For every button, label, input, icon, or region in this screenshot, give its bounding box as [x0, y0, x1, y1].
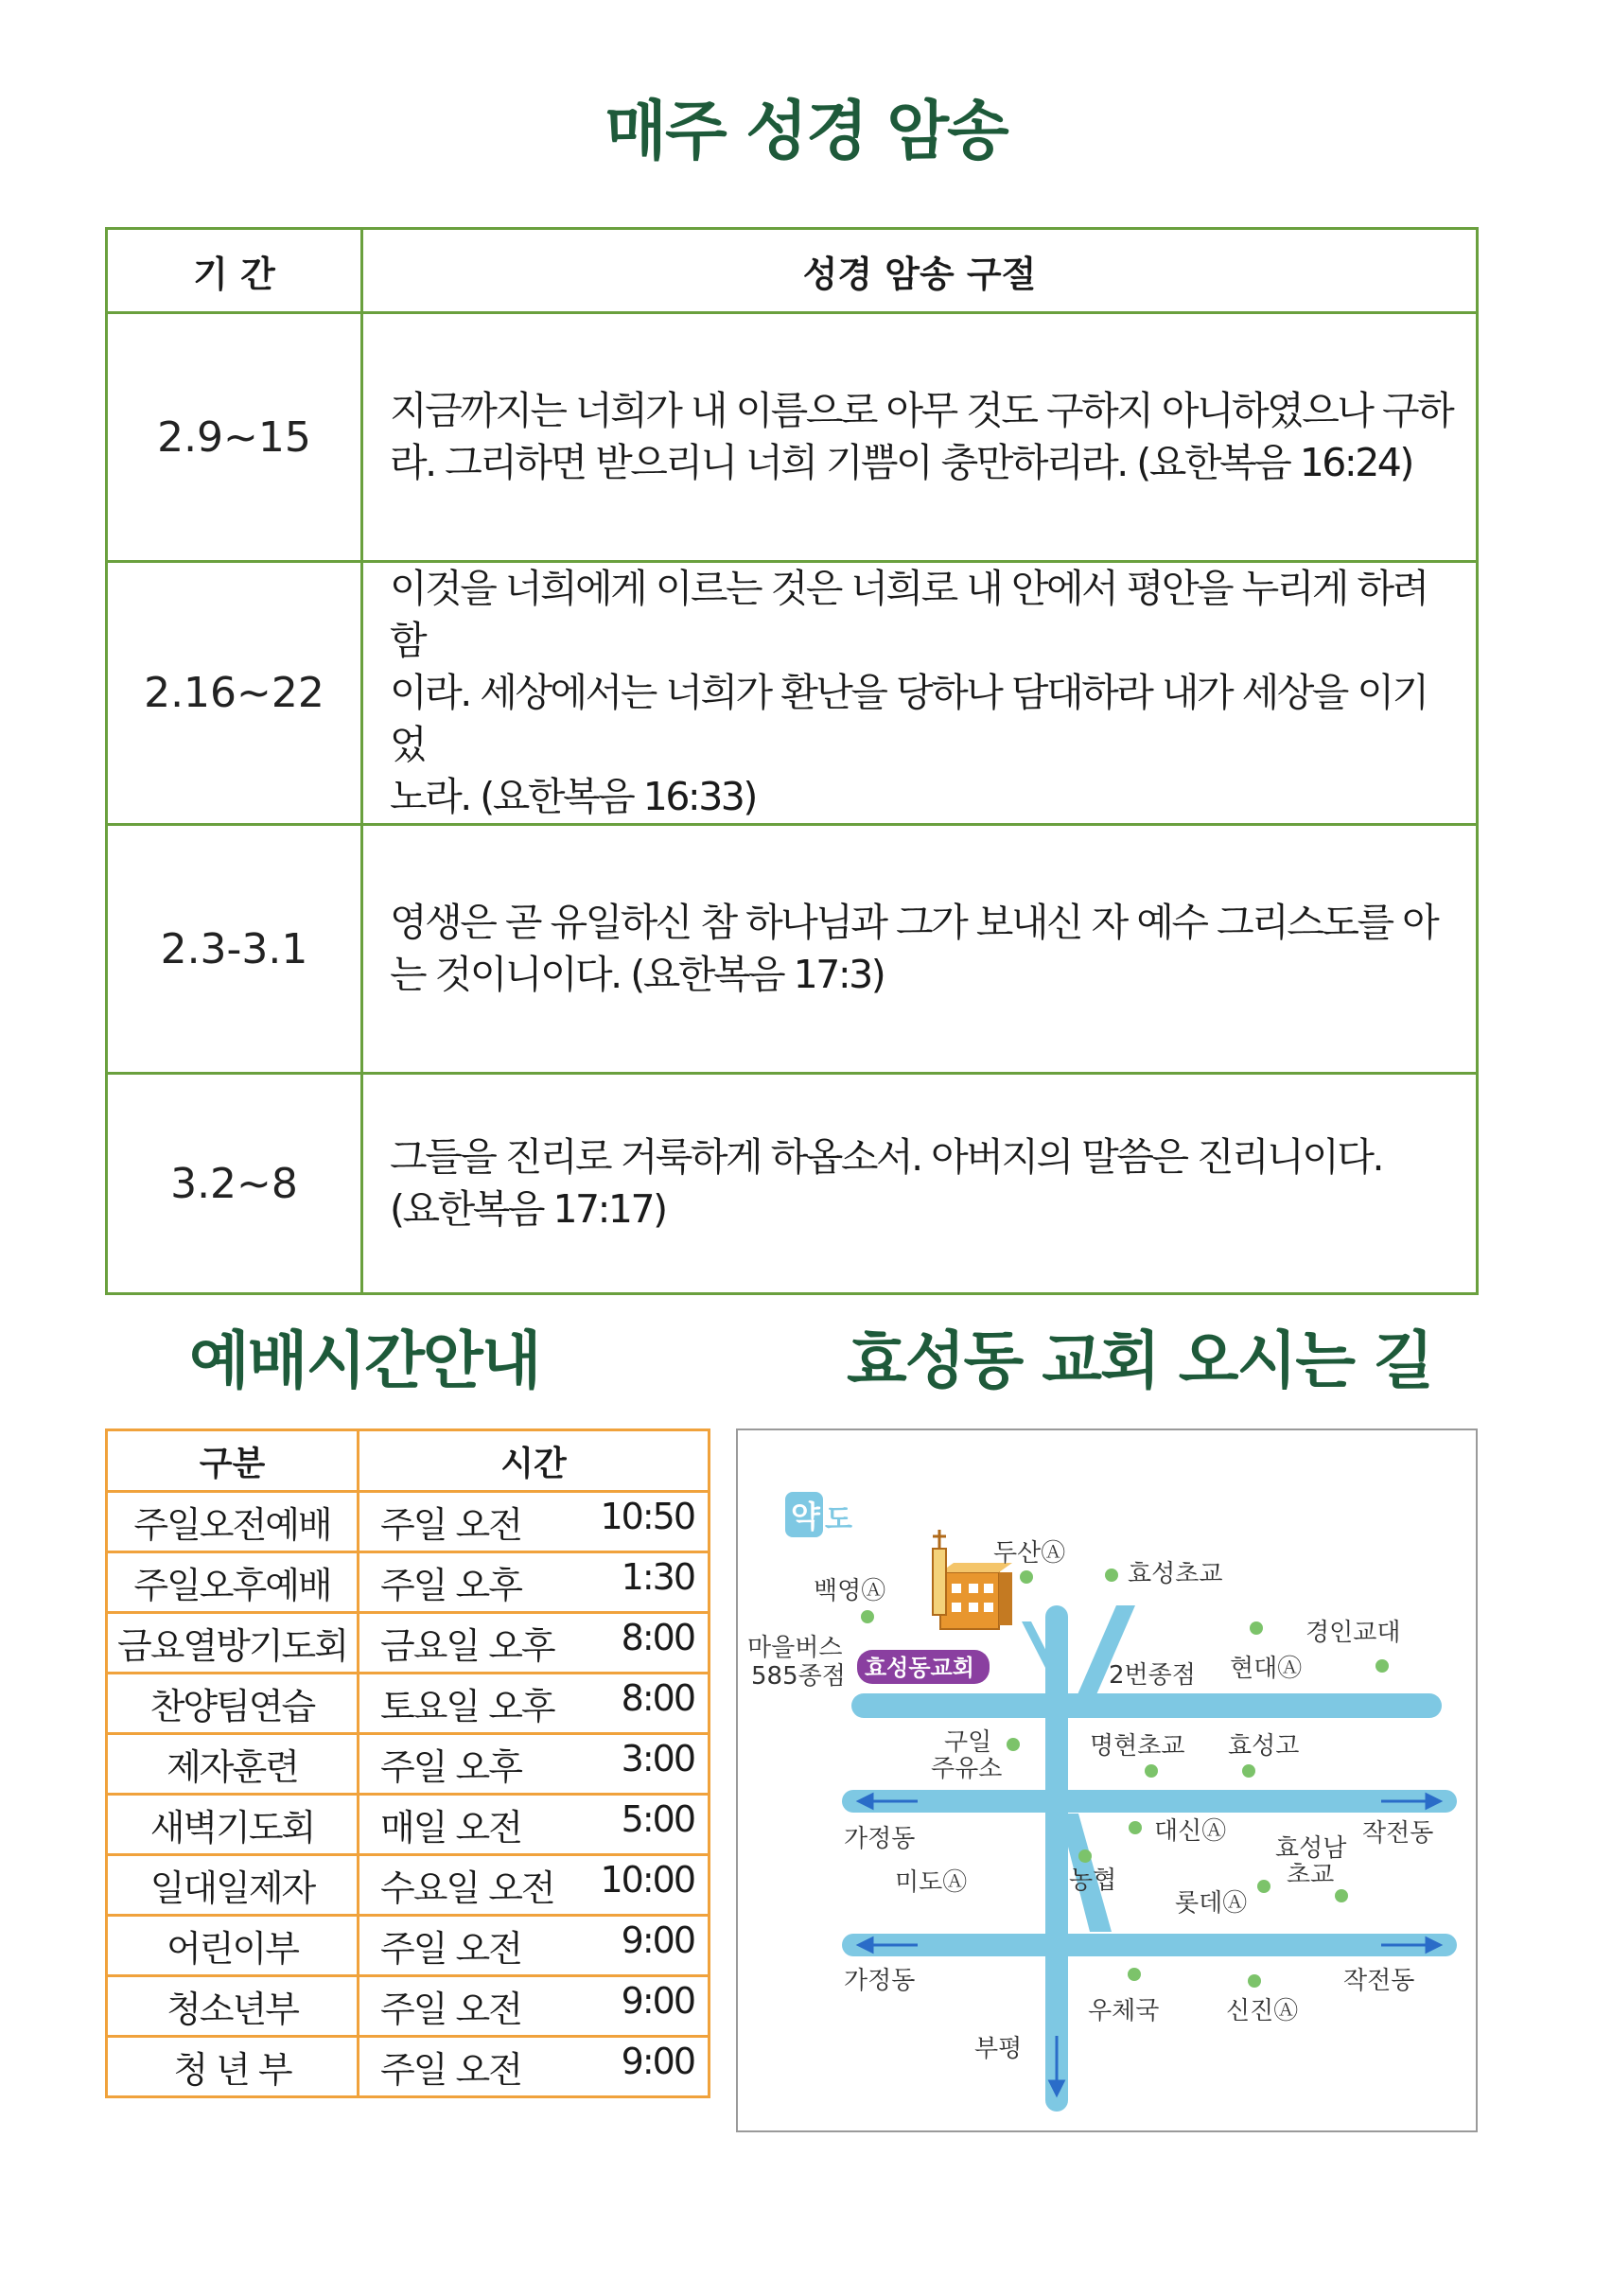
- schedule-day: 매일 오전: [380, 1807, 521, 1849]
- verse-row: [107, 562, 1478, 825]
- dot-gyeongin-right: [1375, 1659, 1389, 1673]
- verse-text: [362, 1074, 1478, 1294]
- badge-yak: 약: [791, 1499, 820, 1534]
- schedule-time: 10:00: [600, 1859, 694, 1901]
- window: [952, 1584, 961, 1593]
- label-bus-stop2: 2번종점: [1109, 1661, 1196, 1690]
- schedule-time-cell: [359, 1674, 710, 1734]
- schedule-day: 금요일 오후: [380, 1625, 554, 1667]
- dot-daesin: [1129, 1821, 1142, 1834]
- schedule-time: 3:00: [621, 1738, 694, 1779]
- schedule-day: 주일 오전: [380, 1989, 521, 2030]
- church-label: 효성동교회: [865, 1655, 974, 1681]
- schedule-time: 5:00: [621, 1798, 694, 1840]
- verse-line: 이것을 너희에게 이르는 것은 너희로 내 안에서 평안을 누리게 하려 함: [390, 566, 1428, 663]
- church-tower: [933, 1549, 946, 1615]
- label-myunghyun: 명현초교: [1090, 1732, 1185, 1761]
- verse-period: 2.3-3.1: [107, 825, 362, 1074]
- schedule-time-cell: [359, 1795, 710, 1855]
- schedule-row: [107, 1916, 710, 1976]
- road-horizontal-bottom: [842, 1934, 1457, 1956]
- label-jakjeon1: 작전동: [1362, 1819, 1434, 1848]
- schedule-day: 주일 오후: [380, 1746, 521, 1788]
- verse-period: 2.16~22: [107, 562, 362, 825]
- label-hyosungnam1: 효성남: [1275, 1834, 1347, 1863]
- verse-line: 그들을 진리로 거룩하게 하옵소서. 아버지의 말씀은 진리니이다.: [390, 1134, 1383, 1180]
- verse-section-title: 매주 성경 암송: [604, 95, 1008, 169]
- schedule-time-cell: [359, 1492, 710, 1552]
- verse-table-header: [107, 229, 1478, 313]
- dot-hyosung-high: [1242, 1764, 1255, 1778]
- schedule-category: 제자훈련: [107, 1734, 359, 1795]
- church-body: [940, 1572, 999, 1629]
- label-bus1: 마을버스: [747, 1634, 843, 1662]
- schedule-time: 9:00: [621, 1980, 694, 2022]
- schedule-time-cell: [359, 1855, 710, 1916]
- dot-gyeongin-left: [1250, 1621, 1263, 1635]
- window: [984, 1584, 993, 1593]
- schedule-table: [105, 1428, 710, 2098]
- schedule-category: 찬양팀연습: [107, 1674, 359, 1734]
- label-gajeong1: 가정동: [844, 1825, 916, 1853]
- verse-row: [107, 825, 1478, 1074]
- schedule-day: 수요일 오전: [380, 1867, 554, 1909]
- label-hyosung-elem: 효성초교: [1128, 1560, 1223, 1588]
- schedule-day: 주일 오후: [380, 1565, 521, 1606]
- schedule-time-cell: [359, 1976, 710, 2037]
- schedule-time: 9:00: [621, 2041, 694, 2082]
- label-guil2: 주유소: [931, 1755, 1003, 1783]
- label-daesin: 대신Ⓐ: [1154, 1817, 1227, 1846]
- schedule-category: 청소년부: [107, 1976, 359, 2037]
- label-doosan: 두산Ⓐ: [993, 1539, 1066, 1568]
- schedule-time-cell: [359, 1916, 710, 1976]
- schedule-time: 1:30: [621, 1556, 694, 1598]
- schedule-time-cell: [359, 1613, 710, 1674]
- road-horizontal-top: [851, 1693, 1442, 1718]
- schedule-category: 청 년 부: [107, 2037, 359, 2097]
- schedule-header: [107, 1430, 710, 1492]
- verse-row: [107, 1074, 1478, 1294]
- schedule-time: 8:00: [621, 1617, 694, 1658]
- verse-text: [362, 825, 1478, 1074]
- schedule-time-cell: [359, 1552, 710, 1613]
- dot-nonghyup: [1078, 1849, 1092, 1863]
- schedule-row: [107, 1855, 710, 1916]
- dot-guil: [1007, 1738, 1020, 1751]
- label-nonghyup: 농협: [1069, 1867, 1117, 1895]
- label-bus2: 585종점: [751, 1662, 846, 1691]
- label-lotte: 롯데Ⓐ: [1175, 1889, 1248, 1918]
- dot-baekyoung: [861, 1610, 874, 1623]
- verse-line: (요한복음 17:17): [390, 1186, 666, 1232]
- schedule-day: 주일 오전: [380, 1504, 521, 1546]
- schedule-category: 주일오전예배: [107, 1492, 359, 1552]
- label-hyundai: 현대Ⓐ: [1230, 1655, 1303, 1683]
- header-time: 시간: [359, 1430, 710, 1492]
- verse-line: 라. 그리하면 받으리니 너희 기쁨이 충만하리라. (요한복음 16:24): [390, 440, 1412, 485]
- worship-schedule-title: 예배시간안내: [189, 1324, 540, 1397]
- dot-hyosungnam: [1257, 1880, 1270, 1893]
- schedule-row: [107, 1795, 710, 1855]
- label-gyeongin: 경인교대: [1305, 1619, 1401, 1647]
- schedule-row: [107, 1492, 710, 1552]
- verse-period: 3.2~8: [107, 1074, 362, 1294]
- verse-line: 는 것이니이다. (요한복음 17:3): [390, 952, 885, 997]
- schedule-time: 9:00: [621, 1919, 694, 1961]
- window: [969, 1584, 978, 1593]
- label-jakjeon2: 작전동: [1343, 1967, 1415, 1995]
- label-bupyeong: 부평: [974, 2035, 1023, 2063]
- verse-line: 지금까지는 너희가 내 이름으로 아무 것도 구하지 아니하였으나 구하: [390, 388, 1453, 433]
- schedule-time-cell: [359, 1734, 710, 1795]
- dot-myunghyun: [1145, 1764, 1158, 1778]
- verse-line: 영생은 곧 유일하신 참 하나님과 그가 보내신 자 예수 그리스도를 아: [390, 900, 1438, 945]
- verse-line: 노라. (요한복음 16:33): [390, 774, 756, 819]
- directions-title: 효성동 교회 오시는 길: [847, 1324, 1432, 1397]
- schedule-row: [107, 2037, 710, 2097]
- schedule-row: [107, 1674, 710, 1734]
- header-category: 구분: [107, 1430, 359, 1492]
- window: [984, 1603, 993, 1612]
- label-post: 우체국: [1088, 1997, 1160, 2025]
- schedule-row: [107, 1976, 710, 2037]
- church-side: [999, 1572, 1012, 1625]
- verse-row: [107, 313, 1478, 562]
- label-sinjin: 신진Ⓐ: [1226, 1997, 1299, 2025]
- schedule-category: 어린이부: [107, 1916, 359, 1976]
- label-guil1: 구일: [944, 1728, 992, 1757]
- badge-do: 도: [825, 1503, 852, 1536]
- dot-sinjin: [1248, 1974, 1261, 1988]
- header-verse: 성경 암송 구절: [362, 229, 1478, 313]
- schedule-category: 새벽기도회: [107, 1795, 359, 1855]
- dot-doosan: [1020, 1570, 1033, 1584]
- dot-hyosung-elem: [1105, 1569, 1118, 1582]
- schedule-day: 주일 오전: [380, 2049, 521, 2091]
- schedule-category: 주일오후예배: [107, 1552, 359, 1613]
- verse-line: 이라. 세상에서는 너희가 환난을 당하나 담대하라 내가 세상을 이기었: [390, 670, 1428, 767]
- header-period: 기 간: [107, 229, 362, 313]
- label-hyosungnam2: 초교: [1287, 1861, 1335, 1889]
- schedule-category: 금요열방기도회: [107, 1613, 359, 1674]
- verse-table: [105, 227, 1479, 1295]
- verse-text: [362, 562, 1478, 825]
- verse-period: 2.9~15: [107, 313, 362, 562]
- schedule-day: 주일 오전: [380, 1928, 521, 1970]
- schedule-time: 8:00: [621, 1677, 694, 1719]
- verse-text: [362, 313, 1478, 562]
- dot-hyosungnam-right: [1335, 1889, 1348, 1902]
- label-mido: 미도Ⓐ: [895, 1868, 968, 1897]
- label-baekyoung: 백영Ⓐ: [814, 1577, 886, 1605]
- map-svg: [738, 1430, 1476, 2130]
- label-gajeong2: 가정동: [844, 1967, 916, 1995]
- directions-map: [736, 1428, 1478, 2132]
- window: [952, 1603, 961, 1612]
- schedule-row: [107, 1552, 710, 1613]
- schedule-time-cell: [359, 2037, 710, 2097]
- window: [969, 1603, 978, 1612]
- schedule-time: 10:50: [600, 1496, 694, 1537]
- schedule-row: [107, 1613, 710, 1674]
- dot-post: [1128, 1968, 1141, 1981]
- road-horizontal-middle: [842, 1790, 1457, 1813]
- label-hyosung-high: 효성고: [1228, 1732, 1300, 1761]
- schedule-day: 토요일 오후: [380, 1686, 554, 1727]
- schedule-row: [107, 1734, 710, 1795]
- schedule-category: 일대일제자: [107, 1855, 359, 1916]
